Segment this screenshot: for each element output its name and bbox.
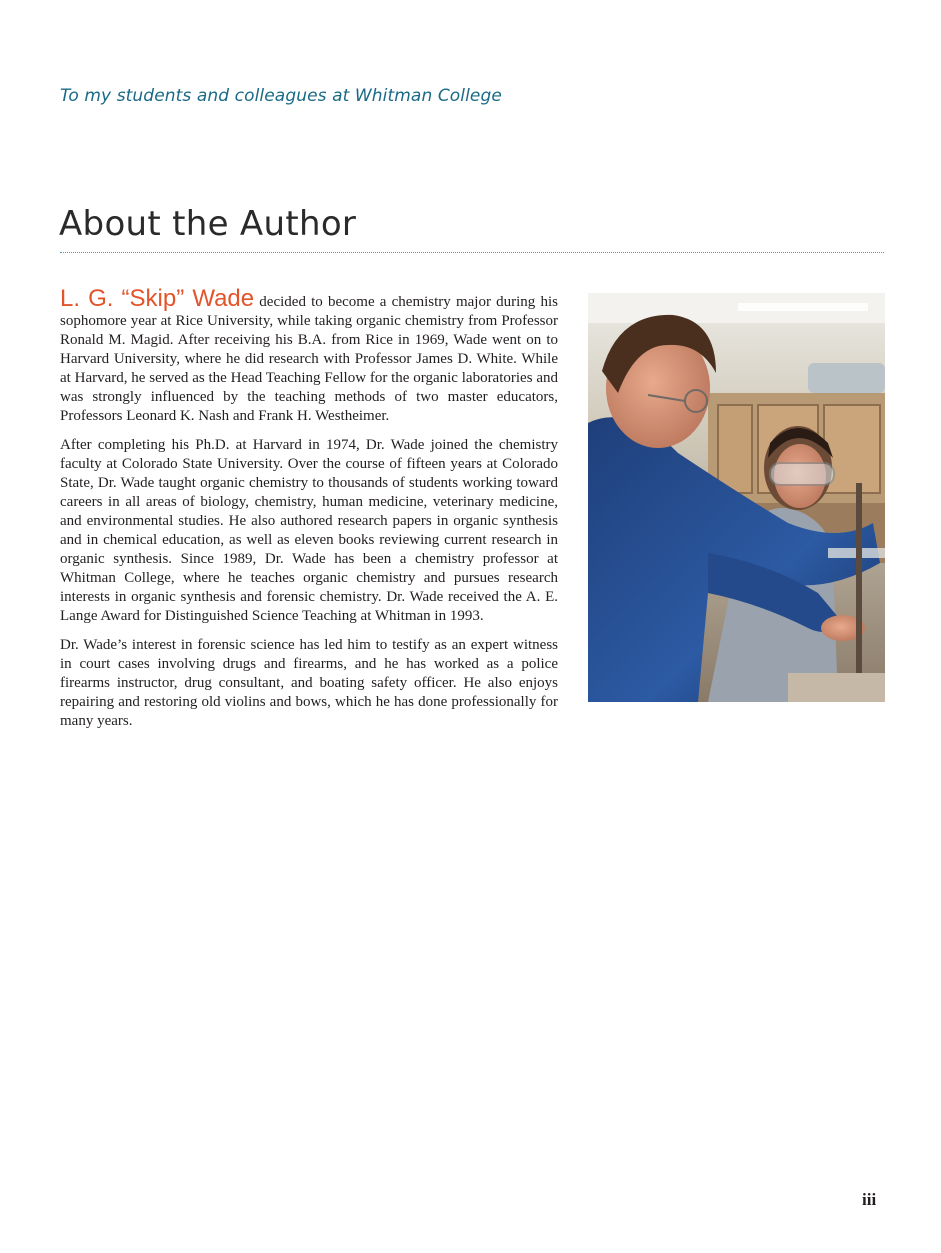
bio-paragraph-1 xyxy=(60,285,558,426)
bio-paragraph-2: After completing his Ph.D. at Harvard in 1974, Dr. Wade joined the chemistry faculty at Colorado State University. Over the course of fifteen years at Colorado State, Dr. Wade taught organic chemistry to thousands of students working toward careers in all areas of biology, chemistry, human medicine, veterinary medicine, and environmental studies. He also authored research papers in organic synthesis and in chemical education, as well as eleven books reviewing current research in organic synthesis. Since 1989, Dr. Wade has been a chemistry professor at Whitman College, where he teaches organic chemistry and pursues research interests in organic synthesis and forensic chemistry. Dr. Wade received the A. E. Lange Award for Distinguished Science Teaching at Whitman in 1993. xyxy=(60,437,558,624)
page-number: iii xyxy=(862,1190,877,1209)
heading-divider xyxy=(60,252,884,253)
bio-paragraph-3: Dr. Wade’s interest in forensic science has led him to testify as an expert witness in court cases involving drugs and firearms, and he has worked as a police firearms instructor, drug consultant, and boating safety officer. He also enjoys repairing and restoring old violins and bows, which he has done professionally for many years. xyxy=(60,637,558,729)
author-name: L. G. “Skip” Wade xyxy=(60,285,255,312)
dedication: To my students and colleagues at Whitman College xyxy=(60,86,502,106)
bio-paragraph-1-text: decided to become a chemistry major during his sophomore year at Rice University, while taking organic chemistry from Professor Ronald M. Magid. After receiving his B.A. from Rice in 1969, Wade went on to Harvard University, where he did research with Professor James D. White. While at Harvard, he served as the Head Teaching Fellow for the organic laboratories and was strongly influenced by the teaching methods of two master educators, Professors Leonard K. Nash and Frank H. Westheimer. xyxy=(60,294,558,424)
author-photo-image xyxy=(588,293,885,702)
author-biography xyxy=(60,285,558,741)
author-photo xyxy=(588,293,885,702)
page-title: About the Author xyxy=(59,204,357,244)
